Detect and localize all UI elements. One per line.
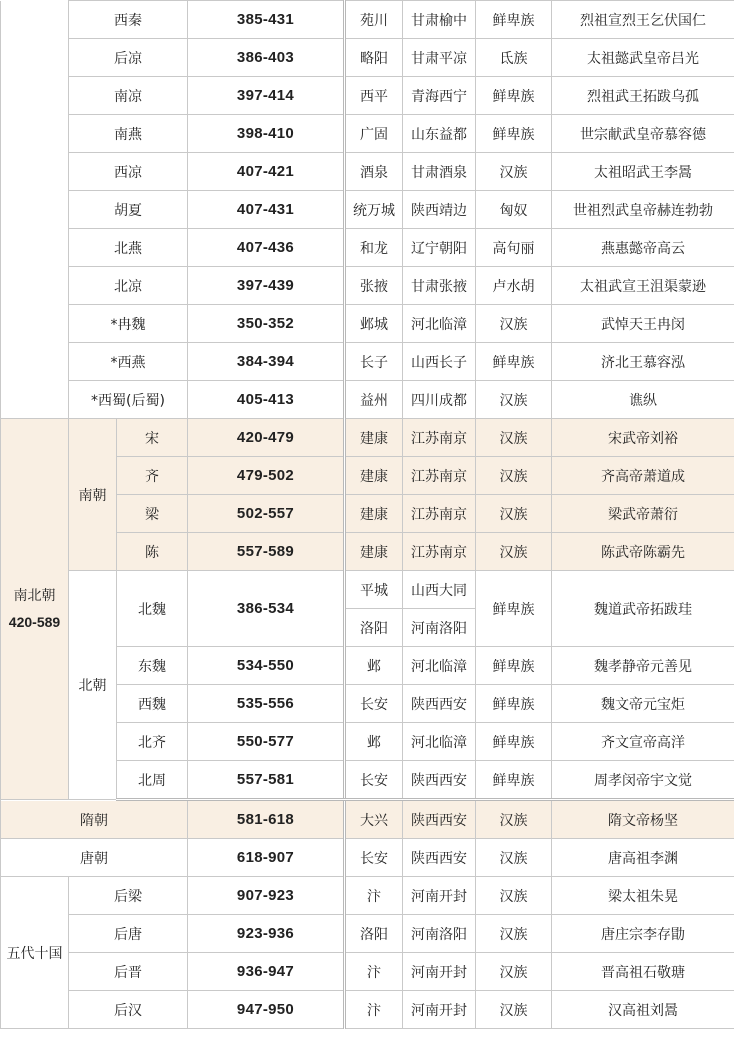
dynasty-years: 550-577	[188, 723, 345, 761]
founder: 唐庄宗李存勖	[552, 915, 734, 953]
dynasty-years: 405-413	[188, 381, 345, 419]
ethnicity: 汉族	[476, 877, 552, 915]
dynasty-years: 397-414	[188, 77, 345, 115]
capital: 大兴	[345, 800, 403, 839]
dynasty-name: *西蜀(后蜀)	[69, 381, 188, 419]
founder: 魏道武帝拓跋珪	[552, 571, 734, 647]
dynasty-years: 386-534	[188, 571, 345, 647]
era-label: 南北朝	[13, 588, 56, 604]
founder: 太祖懿武皇帝吕光	[552, 39, 734, 77]
ethnicity: 鲜卑族	[476, 343, 552, 381]
capital: 邺城	[345, 305, 403, 343]
ethnicity: 鲜卑族	[476, 761, 552, 800]
location: 江苏南京	[403, 495, 476, 533]
table-row	[1, 229, 734, 267]
era-years: 420-589	[8, 614, 61, 630]
location: 山西大同	[403, 571, 476, 609]
capital: 邺	[345, 723, 403, 761]
dynasty-years: 557-589	[188, 533, 345, 571]
capital: 汴	[345, 877, 403, 915]
capital: 建康	[345, 495, 403, 533]
table-row	[1, 877, 734, 915]
table-row	[1, 343, 734, 381]
founder: 陈武帝陈霸先	[552, 533, 734, 571]
dynasty-years: 535-556	[188, 685, 345, 723]
founder: 世祖烈武皇帝赫连勃勃	[552, 191, 734, 229]
dynasty-name: 北凉	[69, 267, 188, 305]
capital: 广固	[345, 115, 403, 153]
location: 陕西西安	[403, 761, 476, 800]
table-row	[1, 305, 734, 343]
location: 甘肃酒泉	[403, 153, 476, 191]
location: 山西长子	[403, 343, 476, 381]
dynasty-years: 385-431	[188, 1, 345, 39]
location: 甘肃平凉	[403, 39, 476, 77]
location: 河南开封	[403, 877, 476, 915]
founder: 隋文帝杨坚	[552, 800, 734, 839]
capital: 酒泉	[345, 153, 403, 191]
sub-era-north: 北朝	[69, 571, 117, 800]
ethnicity: 汉族	[476, 533, 552, 571]
founder: 济北王慕容泓	[552, 343, 734, 381]
table-row	[1, 77, 734, 115]
table-row-sui	[1, 800, 734, 839]
table-row	[1, 381, 734, 419]
location: 江苏南京	[403, 457, 476, 495]
table-row	[1, 153, 734, 191]
dynasty-name: 后汉	[69, 991, 188, 1029]
ethnicity: 汉族	[476, 305, 552, 343]
table-row	[1, 419, 734, 457]
capital: 洛阳	[345, 609, 403, 647]
ethnicity: 鲜卑族	[476, 77, 552, 115]
dynasty-years: 557-581	[188, 761, 345, 800]
capital: 汴	[345, 991, 403, 1029]
founder: 唐高祖李渊	[552, 839, 734, 877]
capital: 统万城	[345, 191, 403, 229]
capital: 西平	[345, 77, 403, 115]
dynasty-name: 隋朝	[1, 800, 188, 839]
founder: 武悼天王冉闵	[552, 305, 734, 343]
dynasty-name: 后晋	[69, 953, 188, 991]
founder: 齐文宣帝高洋	[552, 723, 734, 761]
table-row	[1, 39, 734, 77]
dynasty-name: *西燕	[69, 343, 188, 381]
ethnicity: 鲜卑族	[476, 115, 552, 153]
location: 河南开封	[403, 991, 476, 1029]
dynasty-name: 北齐	[117, 723, 188, 761]
ethnicity: 卢水胡	[476, 267, 552, 305]
dynasty-name: 北魏	[117, 571, 188, 647]
dynasty-years: 407-436	[188, 229, 345, 267]
dynasty-years: 479-502	[188, 457, 345, 495]
capital: 建康	[345, 419, 403, 457]
dynasty-name: 后梁	[69, 877, 188, 915]
dynasty-name: 后凉	[69, 39, 188, 77]
capital: 平城	[345, 571, 403, 609]
founder: 梁太祖朱晃	[552, 877, 734, 915]
sub-era-south: 南朝	[69, 419, 117, 571]
capital: 张掖	[345, 267, 403, 305]
ethnicity: 汉族	[476, 495, 552, 533]
dynasty-name: 南凉	[69, 77, 188, 115]
location: 河北临漳	[403, 647, 476, 685]
location: 河南开封	[403, 953, 476, 991]
capital: 苑川	[345, 1, 403, 39]
capital: 略阳	[345, 39, 403, 77]
dynasty-name: 东魏	[117, 647, 188, 685]
ethnicity: 汉族	[476, 381, 552, 419]
ethnicity: 汉族	[476, 915, 552, 953]
capital: 汴	[345, 953, 403, 991]
founder: 魏文帝元宝炬	[552, 685, 734, 723]
table-row	[1, 915, 734, 953]
dynasty-name: 后唐	[69, 915, 188, 953]
founder: 齐高帝萧道成	[552, 457, 734, 495]
ethnicity: 氐族	[476, 39, 552, 77]
founder: 燕惠懿帝高云	[552, 229, 734, 267]
era-nanbeichao	[1, 419, 69, 800]
dynasty-years: 936-947	[188, 953, 345, 991]
location: 陕西西安	[403, 800, 476, 839]
capital: 建康	[345, 533, 403, 571]
location: 辽宁朝阳	[403, 229, 476, 267]
capital: 长安	[345, 761, 403, 800]
ethnicity: 汉族	[476, 153, 552, 191]
dynasty-years: 618-907	[188, 839, 345, 877]
table-row	[1, 1, 734, 39]
ethnicity: 鲜卑族	[476, 685, 552, 723]
dynasty-years: 407-431	[188, 191, 345, 229]
founder: 太祖武宣王沮渠蒙逊	[552, 267, 734, 305]
dynasty-years: 398-410	[188, 115, 345, 153]
dynasty-years: 407-421	[188, 153, 345, 191]
capital: 长安	[345, 839, 403, 877]
ethnicity: 汉族	[476, 953, 552, 991]
dynasty-name: 齐	[117, 457, 188, 495]
location: 河北临漳	[403, 723, 476, 761]
dynasty-years: 947-950	[188, 991, 345, 1029]
table-row-tang	[1, 839, 734, 877]
founder: 谯纵	[552, 381, 734, 419]
capital: 长子	[345, 343, 403, 381]
location: 河南洛阳	[403, 609, 476, 647]
founder: 烈祖武王拓跋乌孤	[552, 77, 734, 115]
founder: 梁武帝萧衍	[552, 495, 734, 533]
ethnicity: 鲜卑族	[476, 647, 552, 685]
capital: 洛阳	[345, 915, 403, 953]
ethnicity: 鲜卑族	[476, 723, 552, 761]
ethnicity: 匈奴	[476, 191, 552, 229]
table-row	[1, 267, 734, 305]
dynasty-name: 北周	[117, 761, 188, 800]
ethnicity: 鲜卑族	[476, 571, 552, 647]
location: 河北临漳	[403, 305, 476, 343]
dynasty-name: 梁	[117, 495, 188, 533]
table-row	[1, 571, 734, 609]
era-cell-continued	[1, 1, 69, 419]
location: 四川成都	[403, 381, 476, 419]
dynasty-years: 923-936	[188, 915, 345, 953]
location: 山东益都	[403, 115, 476, 153]
table-row	[1, 991, 734, 1029]
capital: 邺	[345, 647, 403, 685]
ethnicity: 汉族	[476, 800, 552, 839]
ethnicity: 汉族	[476, 991, 552, 1029]
dynasty-name: *冉魏	[69, 305, 188, 343]
capital: 建康	[345, 457, 403, 495]
location: 甘肃张掖	[403, 267, 476, 305]
dynasty-name: 西魏	[117, 685, 188, 723]
founder: 世宗献武皇帝慕容德	[552, 115, 734, 153]
ethnicity: 汉族	[476, 419, 552, 457]
era-wudai: 五代十国	[1, 877, 69, 1029]
ethnicity: 汉族	[476, 839, 552, 877]
founder: 周孝闵帝宇文觉	[552, 761, 734, 800]
location: 陕西靖边	[403, 191, 476, 229]
table-row	[1, 191, 734, 229]
dynasty-name: 唐朝	[1, 839, 188, 877]
dynasty-years: 397-439	[188, 267, 345, 305]
dynasty-name: 陈	[117, 533, 188, 571]
capital: 长安	[345, 685, 403, 723]
ethnicity: 汉族	[476, 457, 552, 495]
location: 陕西西安	[403, 839, 476, 877]
dynasty-name: 西凉	[69, 153, 188, 191]
founder: 汉高祖刘暠	[552, 991, 734, 1029]
table-row	[1, 953, 734, 991]
founder: 晋高祖石敬瑭	[552, 953, 734, 991]
ethnicity: 鲜卑族	[476, 1, 552, 39]
dynasty-years: 502-557	[188, 495, 345, 533]
dynasty-name: 胡夏	[69, 191, 188, 229]
dynasty-years: 581-618	[188, 800, 345, 839]
dynasty-name: 南燕	[69, 115, 188, 153]
location: 河南洛阳	[403, 915, 476, 953]
dynasty-years: 350-352	[188, 305, 345, 343]
location: 青海西宁	[403, 77, 476, 115]
capital: 和龙	[345, 229, 403, 267]
table-row	[1, 115, 734, 153]
founder: 烈祖宣烈王乞伏国仁	[552, 1, 734, 39]
dynasty-years: 386-403	[188, 39, 345, 77]
founder: 魏孝静帝元善见	[552, 647, 734, 685]
location: 甘肃榆中	[403, 1, 476, 39]
ethnicity: 高句丽	[476, 229, 552, 267]
location: 陕西西安	[403, 685, 476, 723]
dynasty-name: 宋	[117, 419, 188, 457]
dynasty-name: 西秦	[69, 1, 188, 39]
dynasty-years: 384-394	[188, 343, 345, 381]
dynasty-years: 534-550	[188, 647, 345, 685]
capital: 益州	[345, 381, 403, 419]
dynasty-name: 北燕	[69, 229, 188, 267]
location: 江苏南京	[403, 419, 476, 457]
founder: 宋武帝刘裕	[552, 419, 734, 457]
dynasty-years: 420-479	[188, 419, 345, 457]
location: 江苏南京	[403, 533, 476, 571]
dynasty-years: 907-923	[188, 877, 345, 915]
founder: 太祖昭武王李暠	[552, 153, 734, 191]
